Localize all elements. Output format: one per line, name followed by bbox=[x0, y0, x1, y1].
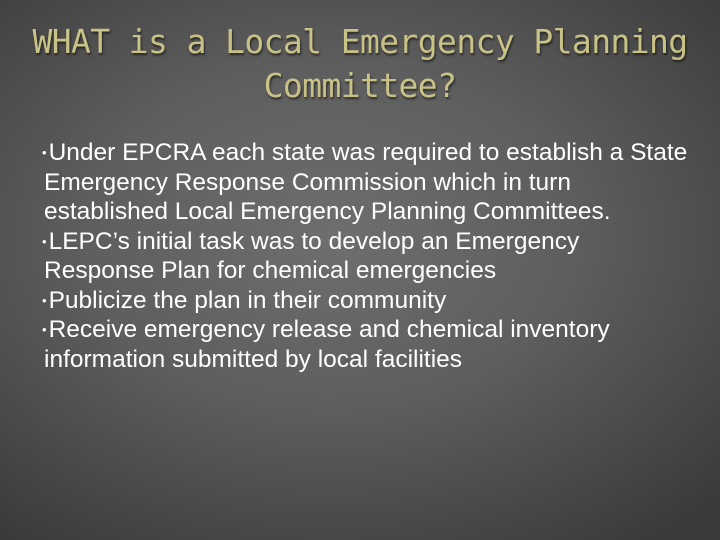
bullet-list bbox=[44, 138, 694, 374]
bullet-item-epcra bbox=[44, 138, 694, 227]
bullet-icon: • bbox=[42, 292, 47, 308]
bullet-item-receive-info bbox=[44, 315, 694, 374]
slide-title bbox=[20, 20, 700, 108]
bullet-text: Under EPCRA each state was required to establish a State Emergency Response Commission which in turn established Local Emergency Planning Committees. bbox=[44, 139, 688, 225]
bullet-icon: • bbox=[42, 145, 47, 160]
slide-title-line-2: Committee? bbox=[263, 66, 457, 105]
bullet-icon: • bbox=[42, 322, 47, 337]
bullet-text: LEPC’s initial task was to develop an Emergency Response Plan for chemical emergencies bbox=[44, 227, 580, 284]
bullet-item-publicize bbox=[44, 286, 694, 316]
slide-title-line-1: WHAT is a Local Emergency Planning bbox=[32, 22, 688, 61]
bullet-text: Publicize the plan in their community bbox=[48, 286, 447, 314]
bullet-item-lepc-task bbox=[44, 227, 694, 286]
bullet-icon: • bbox=[42, 233, 47, 249]
bullet-text: Receive emergency release and chemical inventory information submitted by local facilities bbox=[44, 316, 610, 373]
